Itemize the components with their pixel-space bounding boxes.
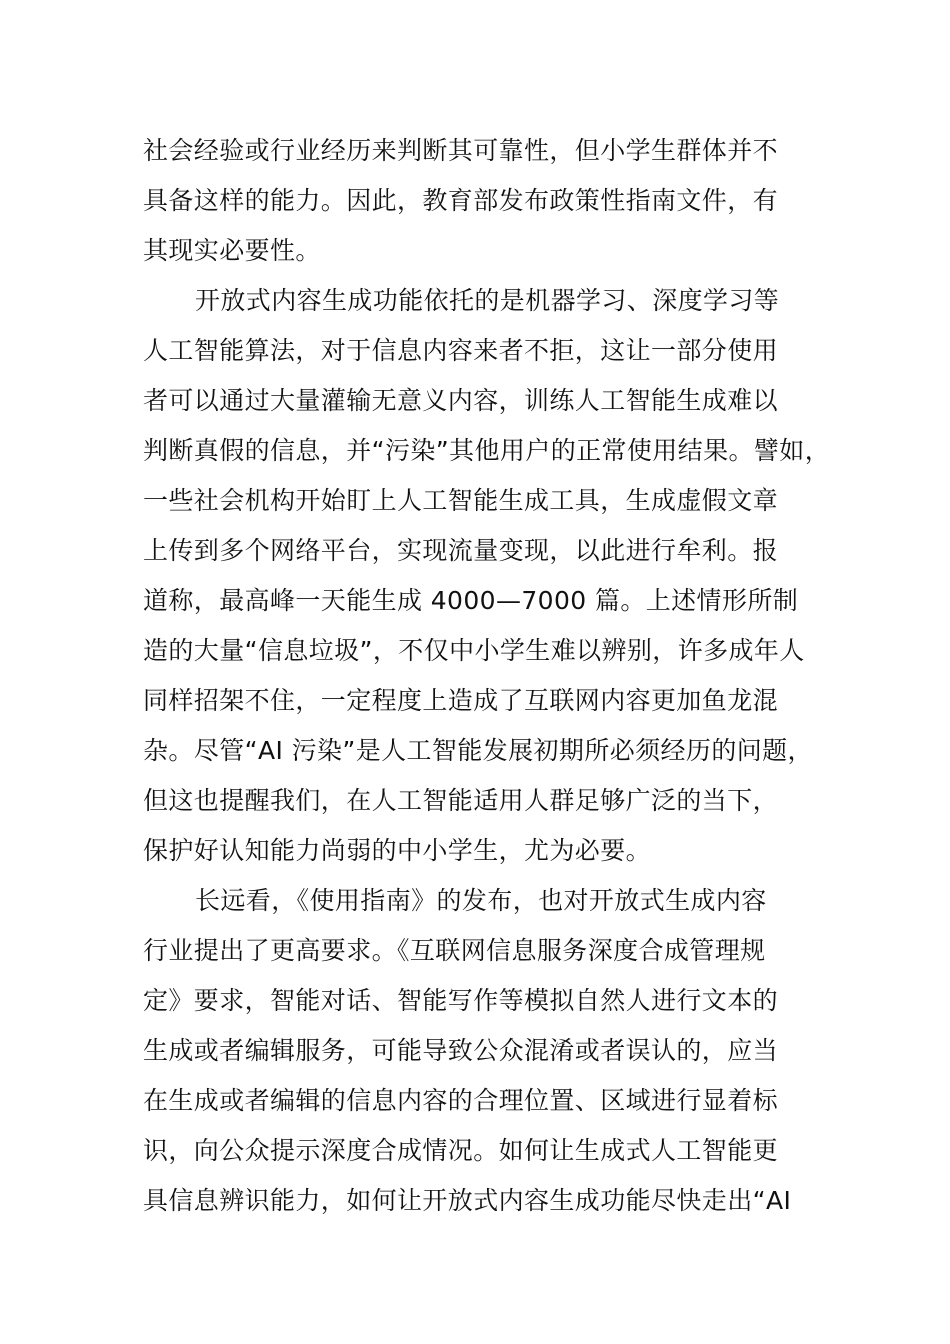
text-line: 其现实必要性。 [143, 236, 321, 265]
text-line: 定》要求，智能对话、智能写作等模拟自然人进行文本的 [143, 986, 779, 1015]
text-line: 者可以通过大量灌输无意义内容，训练人工智能生成难以 [143, 386, 779, 415]
text-line: 社会经验或行业经历来判断其可靠性，但小学生群体并不 [143, 136, 779, 165]
text-line: 人工智能算法，对于信息内容来者不拒，这让一部分使用 [143, 336, 779, 365]
text-line: 道称，最高峰一天能生成 4000—7000 篇。上述情形所制 [143, 586, 799, 615]
text-line: 识，向公众提示深度合成情况。如何让生成式人工智能更 [143, 1136, 779, 1165]
text-line: 具备这样的能力。因此，教育部发布政策性指南文件，有 [143, 186, 779, 215]
text-line: 具信息辨识能力，如何让开放式内容生成功能尽快走出“AI [143, 1186, 792, 1215]
paragraph-first-line: 开放式内容生成功能依托的是机器学习、深度学习等 [195, 286, 780, 315]
text-line: 但这也提醒我们，在人工智能适用人群足够广泛的当下， [143, 786, 779, 815]
text-line: 同样招架不住，一定程度上造成了互联网内容更加鱼龙混 [143, 686, 779, 715]
text-line: 保护好认知能力尚弱的中小学生，尤为必要。 [143, 836, 652, 865]
text-line: 上传到多个网络平台，实现流量变现，以此进行牟利。报 [143, 536, 779, 565]
text-line: 一些社会机构开始盯上人工智能生成工具，生成虚假文章 [143, 486, 779, 515]
text-line: 行业提出了更高要求。《互联网信息服务深度合成管理规 [143, 936, 766, 965]
text-line: 判断真假的信息，并“污染”其他用户的正常使用结果。譬如， [143, 436, 831, 465]
text-line: 生成或者编辑服务，可能导致公众混淆或者误认的，应当 [143, 1036, 779, 1065]
text-line: 杂。尽管“AI 污染”是人工智能发展初期所必须经历的问题， [143, 736, 813, 765]
paragraph-first-line: 长远看，《使用指南》的发布，也对开放式生成内容 [195, 886, 767, 915]
article-body [143, 126, 843, 1226]
text-line: 造的大量“信息垃圾”，不仅中小学生难以辨别，许多成年人 [143, 636, 805, 665]
text-line: 在生成或者编辑的信息内容的合理位置、区域进行显着标 [143, 1086, 779, 1115]
